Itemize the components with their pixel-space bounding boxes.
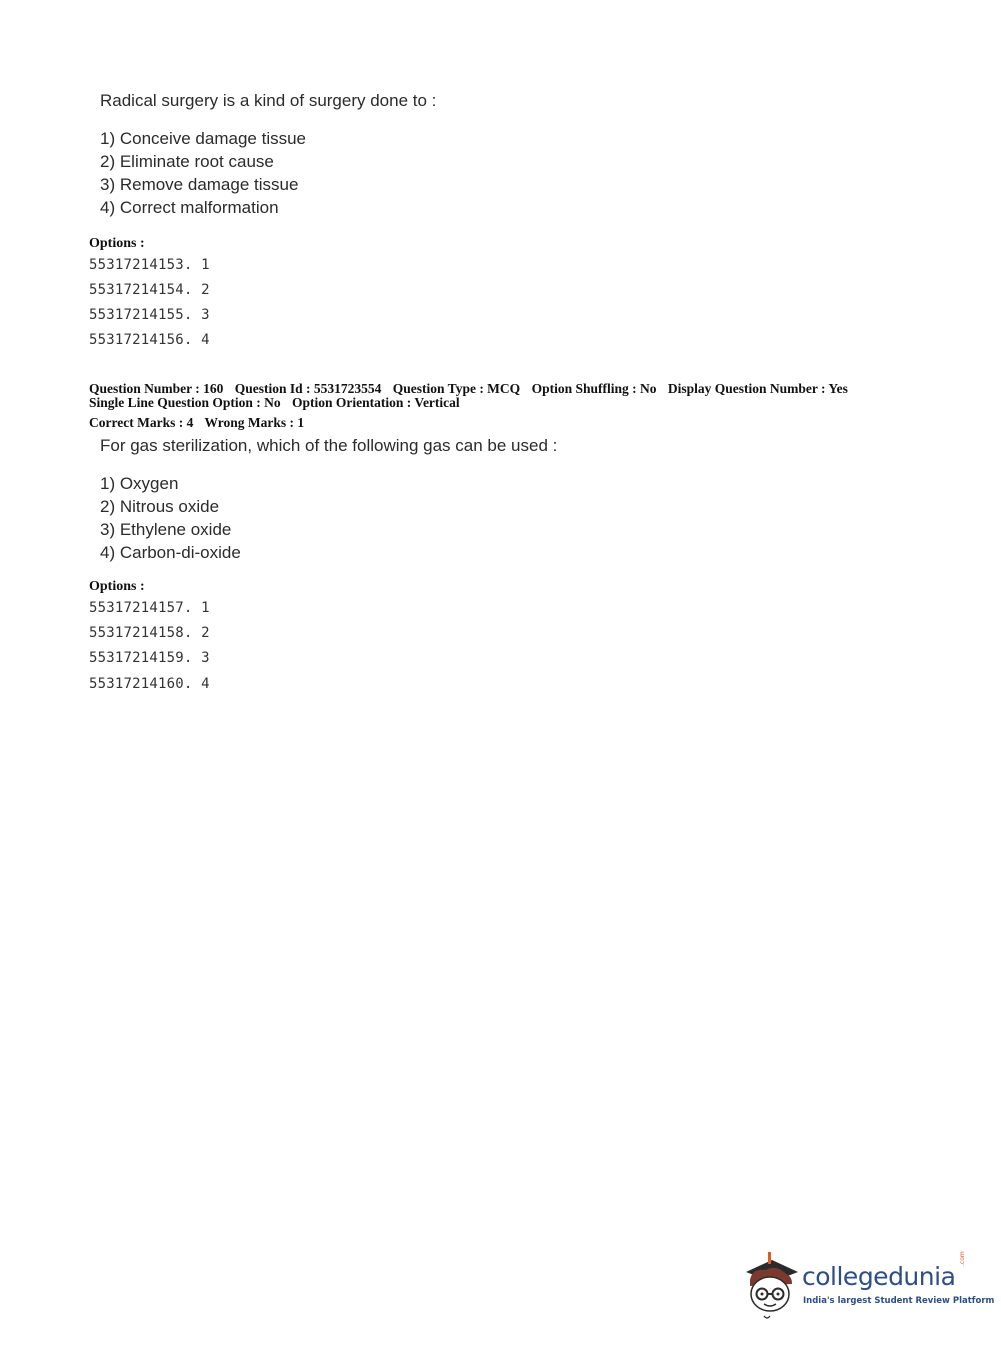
- logo-tagline: India's largest Student Review Platform: [803, 1296, 995, 1306]
- single-line-option: Single Line Question Option : No: [89, 395, 281, 410]
- question-meta-line-2: [89, 395, 468, 410]
- logo-wordmark: collegedunia: [802, 1262, 956, 1291]
- option-id: 55317214153. 1: [89, 257, 210, 273]
- question-text: For gas sterilization, which of the following gas can be used :: [100, 436, 558, 455]
- correct-marks: Correct Marks : 4: [89, 415, 194, 430]
- option-id: 55317214154. 2: [89, 282, 210, 298]
- option-id: 55317214157. 1: [89, 600, 210, 616]
- option-id: 55317214160. 4: [89, 676, 210, 692]
- option-shuffling: Option Shuffling : No: [531, 381, 657, 396]
- question-type: Question Type : MCQ: [392, 381, 521, 396]
- option-orientation: Option Orientation : Vertical: [292, 395, 460, 410]
- question-choice: 4) Carbon-di-oxide: [100, 543, 241, 562]
- mascot-icon: [742, 1250, 802, 1320]
- question-choice: 3) Ethylene oxide: [100, 520, 232, 539]
- question-choice: 3) Remove damage tissue: [100, 175, 299, 194]
- logo-suffix: .com: [959, 1251, 966, 1266]
- option-id: 55317214155. 3: [89, 307, 210, 323]
- question-choice: 1) Oxygen: [100, 474, 179, 493]
- option-id: 55317214156. 4: [89, 332, 210, 348]
- question-meta-line-1: [89, 381, 856, 396]
- question-number: Question Number : 160: [89, 381, 224, 396]
- question-text: Radical surgery is a kind of surgery done to :: [100, 91, 437, 110]
- wrong-marks: Wrong Marks : 1: [204, 415, 305, 430]
- question-choice: 1) Conceive damage tissue: [100, 129, 307, 148]
- option-id: 55317214159. 3: [89, 650, 210, 666]
- option-id: 55317214158. 2: [89, 625, 210, 641]
- options-label: Options :: [89, 236, 145, 251]
- question-choice: 2) Nitrous oxide: [100, 497, 220, 516]
- question-marks: [89, 415, 312, 430]
- question-choice: 2) Eliminate root cause: [100, 152, 274, 171]
- question-choice: 4) Correct malformation: [100, 198, 279, 217]
- display-question-number: Display Question Number : Yes: [667, 381, 848, 396]
- options-label: Options :: [89, 579, 145, 594]
- question-id: Question Id : 5531723554: [234, 381, 382, 396]
- collegedunia-logo[interactable]: [742, 1250, 995, 1320]
